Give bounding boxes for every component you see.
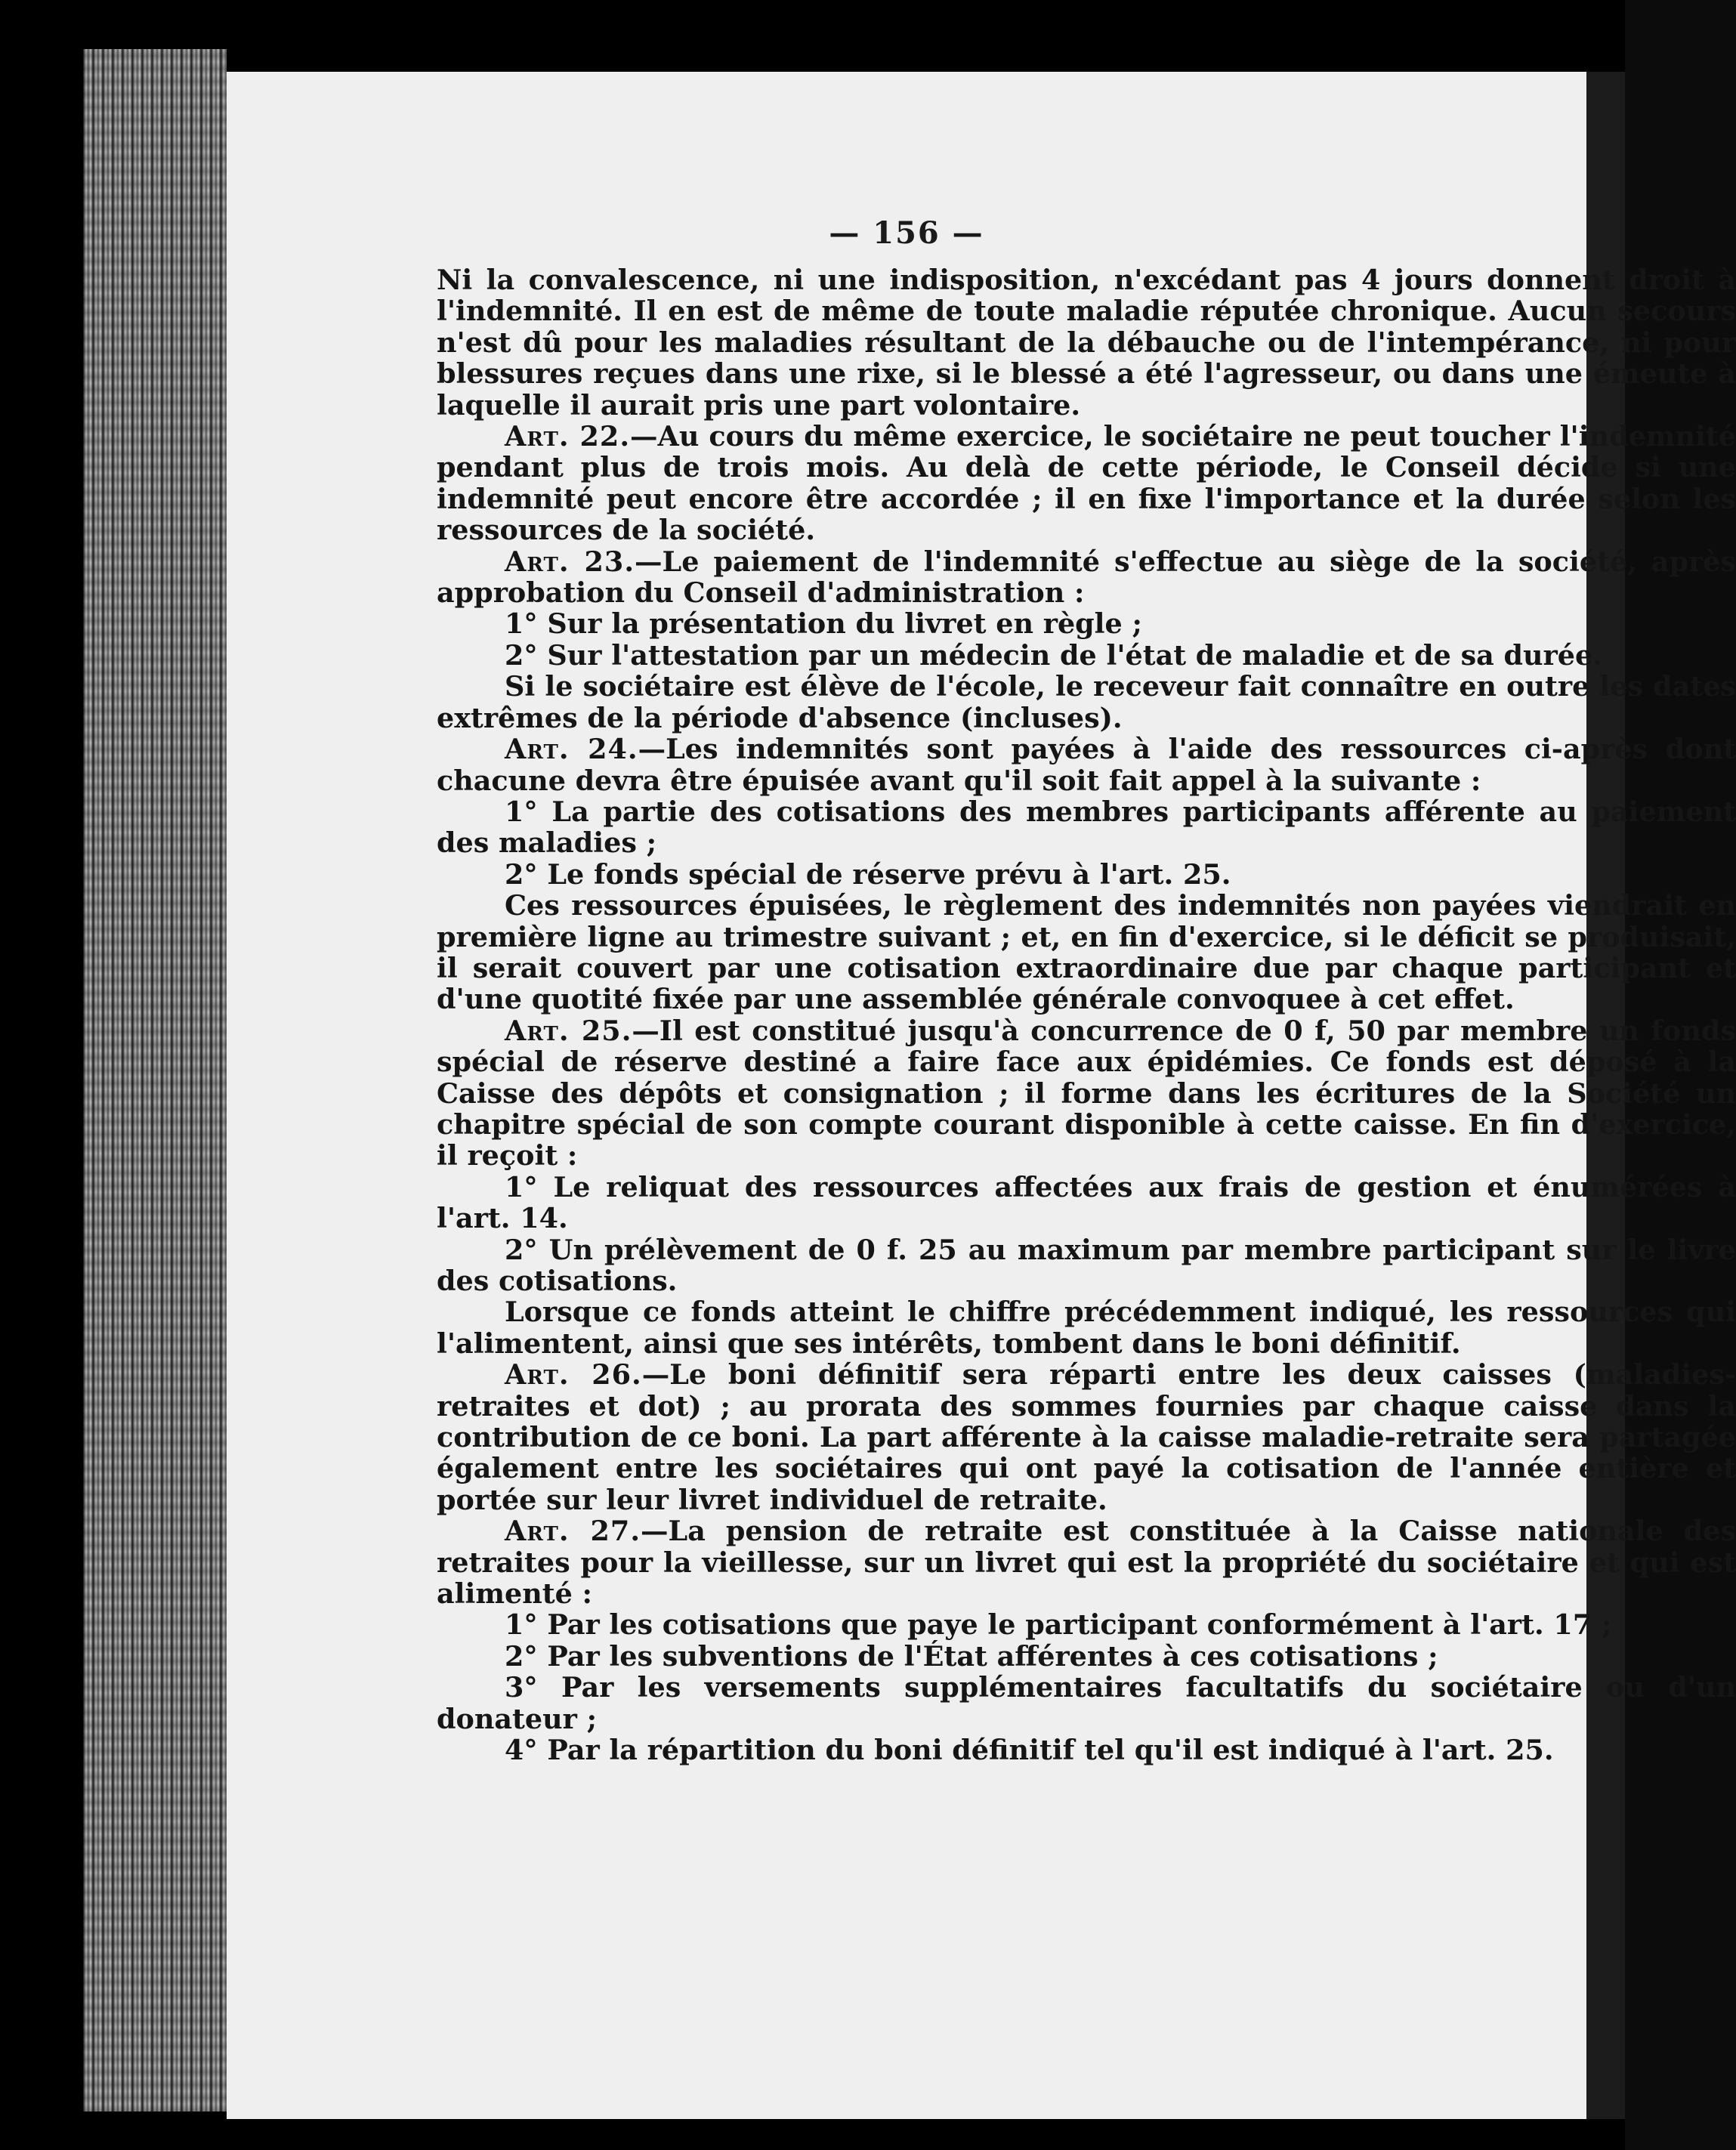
paragraph-text: —Il est constitué jusqu'à concurrence de 0 f, 50 par membre un fonds spécial de réserve destiné a faire face aux épidémies. Ce fonds est déposé à la Caisse des dépôts et consignation ; il forme dans les écritures de la Société un chapitre spécial de son compte courant disponible à cette caisse. En fin d'exercice, il reçoit : xyxy=(437,1014,1736,1172)
paragraph-text: 1° Par les cotisations que paye le participant conformément à l'art. 17 ; xyxy=(505,1608,1612,1642)
paragraph xyxy=(437,1641,1736,1672)
paragraph-text: —Au cours du même exercice, le sociétaire ne peut toucher l'indemnité pendant plus de trois mois. Au delà de cette période, le Conseil décide si une indemnité peut encore être accordée ; il en fixe l'importance et la durée selon les ressources de la société. xyxy=(437,420,1736,547)
paragraph-text: 3° Par les versements supplémentaires facultatifs du sociétaire ou d'un donateur ; xyxy=(437,1671,1736,1735)
paragraph-text: 2° Un prélèvement de 0 f. 25 au maximum par membre participant sur le livre des cotisations. xyxy=(437,1233,1736,1297)
paragraph xyxy=(437,796,1736,859)
paragraph xyxy=(437,1515,1736,1609)
paragraph xyxy=(437,859,1736,890)
paragraph-text: 2° Sur l'attestation par un médecin de l'état de maladie et de sa durée. xyxy=(505,638,1602,672)
paragraph xyxy=(437,1015,1736,1172)
paragraph xyxy=(437,421,1736,546)
paragraph xyxy=(437,264,1736,421)
page-number: — 156 — xyxy=(829,215,984,251)
paragraph-text: Ni la convalescence, ni une indisposition, n'excédant pas 4 jours donnent droit à l'indemnité. Il en est de même de toute maladie réputée chronique. Aucun secours n'est dû pour les maladies résultant de la débauche ou de l'intempérance, ni pour blessures reçues dans une rixe, si le blessé a été l'agresseur, ou dans une émeute à laquelle il aurait pris une part volontaire. xyxy=(437,264,1736,422)
article-label: Art. 27. xyxy=(505,1515,641,1548)
paragraph xyxy=(437,608,1736,639)
paragraph xyxy=(437,1359,1736,1515)
body-text xyxy=(437,264,1736,1766)
paragraph-text: 1° Sur la présentation du livret en règle ; xyxy=(505,607,1142,641)
paragraph-text: Lorsque ce fonds atteint le chiffre précédemment indiqué, les ressources qui l'alimentent, ainsi que ses intérêts, tombent dans le boni définitif. xyxy=(437,1296,1736,1360)
paragraph xyxy=(437,734,1736,796)
paragraph-text: 4° Par la répartition du boni définitif tel qu'il est indiqué à l'art. 25. xyxy=(505,1734,1554,1767)
paragraph xyxy=(437,671,1736,734)
paragraph-text: 2° Par les subventions de l'État afférentes à ces cotisations ; xyxy=(505,1639,1438,1673)
paragraph xyxy=(437,890,1736,1015)
paragraph xyxy=(437,1172,1736,1234)
article-label: Art. 23. xyxy=(505,545,635,578)
article-label: Art. 22. xyxy=(505,420,631,453)
document-page xyxy=(227,72,1736,2119)
article-label: Art. 24. xyxy=(505,733,638,766)
paragraph xyxy=(437,1296,1736,1359)
paragraph-text: —Le boni définitif sera réparti entre les deux caisses (maladies-retraites et dot) ; au prorata des sommes fournies par chaque caisse dans la contribution de ce boni. La part afférente à la caisse maladie-retraite sera partagée également entre les sociétaires qui ont payé la cotisation de l'année entière et portée sur leur livret individuel de retraite. xyxy=(437,1358,1736,1516)
paragraph-text: —La pension de retraite est constituée à la Caisse nationale des retraites pour la vieillesse, sur un livret qui est la propriété du sociétaire et qui est alimenté : xyxy=(437,1515,1736,1611)
paragraph xyxy=(437,546,1736,609)
paragraph-text: 1° Le reliquat des ressources affectées aux frais de gestion et énumérées à l'art. 14. xyxy=(437,1170,1736,1235)
paragraph-text: —Le paiement de l'indemnité s'effectue au siège de la société, après approbation du Conseil d'administration : xyxy=(437,545,1736,610)
paragraph-text: 1° La partie des cotisations des membres participants afférente au paiement des maladies ; xyxy=(437,795,1736,860)
paragraph xyxy=(437,1735,1736,1765)
article-label: Art. 25. xyxy=(505,1014,632,1047)
paragraph-text: 2° Le fonds spécial de réserve prévu à l'art. 25. xyxy=(505,857,1231,891)
book-page-edges xyxy=(83,49,227,2111)
paragraph xyxy=(437,1234,1736,1297)
article-label: Art. 26. xyxy=(505,1358,642,1392)
paragraph xyxy=(437,640,1736,671)
paragraph-text: Ces ressources épuisées, le règlement des indemnités non payées viendrait en première ligne au trimestre suivant ; et, en fin d'exercice, si le déficit se produisait, il serait couvert par une cotisation extraordinaire due par chaque participant et d'une quotité fixée par une assemblée générale convoquee à cet effet. xyxy=(437,889,1736,1016)
paragraph xyxy=(437,1672,1736,1735)
paragraph-text: —Les indemnités sont payées à l'aide des ressources ci-après dont chacune devra être épuisée avant qu'il soit fait appel à la suivante : xyxy=(437,733,1736,797)
paragraph xyxy=(437,1609,1736,1640)
paragraph-text: Si le sociétaire est élève de l'école, le receveur fait connaître en outre les dates extrêmes de la période d'absence (incluses). xyxy=(437,670,1736,734)
